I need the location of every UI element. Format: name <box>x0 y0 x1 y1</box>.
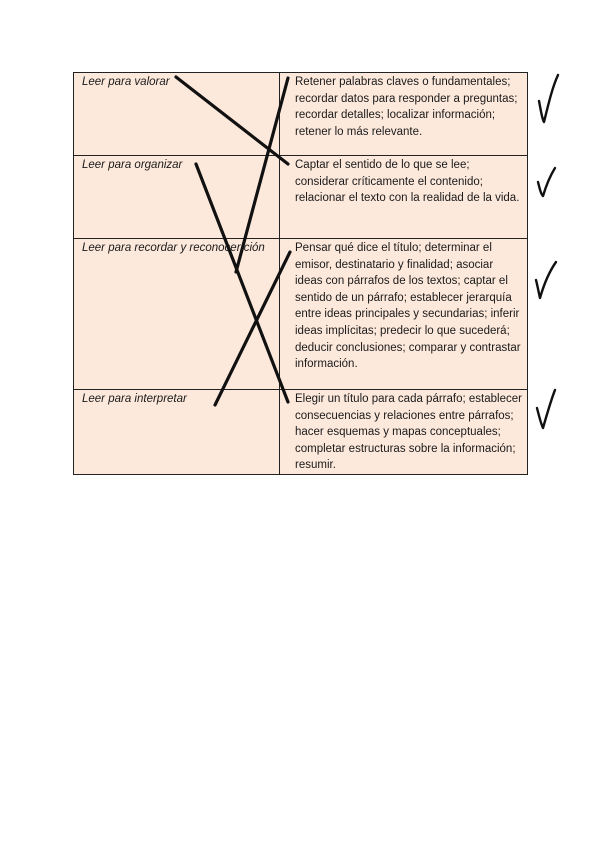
left-cell-text: Leer para recordar y reconocer ción <box>82 242 265 254</box>
table-row <box>74 390 528 475</box>
left-cell-text: Leer para interpretar <box>82 393 187 405</box>
right-cell <box>280 239 528 390</box>
left-cell <box>74 73 280 156</box>
table-row <box>74 156 528 239</box>
right-cell <box>280 390 528 475</box>
check-mark-icon <box>537 390 555 428</box>
left-cell <box>74 156 280 239</box>
table-row <box>74 239 528 390</box>
right-cell-text: Captar el sentido de lo que se lee; considerar críticamente el contenido; relacionar el texto con la realidad de la vida. <box>295 159 520 205</box>
right-cell <box>280 73 528 156</box>
check-mark-icon <box>536 262 556 298</box>
left-cell-text: Leer para organizar <box>82 159 183 171</box>
left-cell-text: Leer para valorar <box>82 76 170 88</box>
right-cell-text: Retener palabras claves o fundamentales; recordar datos para responder a preguntas; recordar detalles; localizar información; retener lo más relevante. <box>295 76 518 138</box>
check-mark-icon <box>539 75 558 122</box>
matching-table <box>73 72 528 475</box>
left-cell <box>74 390 280 475</box>
right-cell <box>280 156 528 239</box>
check-mark-icon <box>538 168 555 196</box>
right-cell-text: Elegir un título para cada párrafo; establecer consecuencias y relaciones entre párrafos; hacer esquemas y mapas conceptuales; completar estructuras sobre la información; resumir. <box>295 393 522 472</box>
right-cell-text: Pensar qué dice el título; determinar el emisor, destinatario y finalidad; asociar ideas con párrafos de los textos; captar el sentido de un párrafo; establecer jerarquía entre ideas principales y secundarias; inferir ideas implícitas; predecir lo que sucederá; deducir conclusiones; comparar y contrastar información. <box>295 242 521 371</box>
table-row <box>74 73 528 156</box>
left-cell <box>74 239 280 390</box>
